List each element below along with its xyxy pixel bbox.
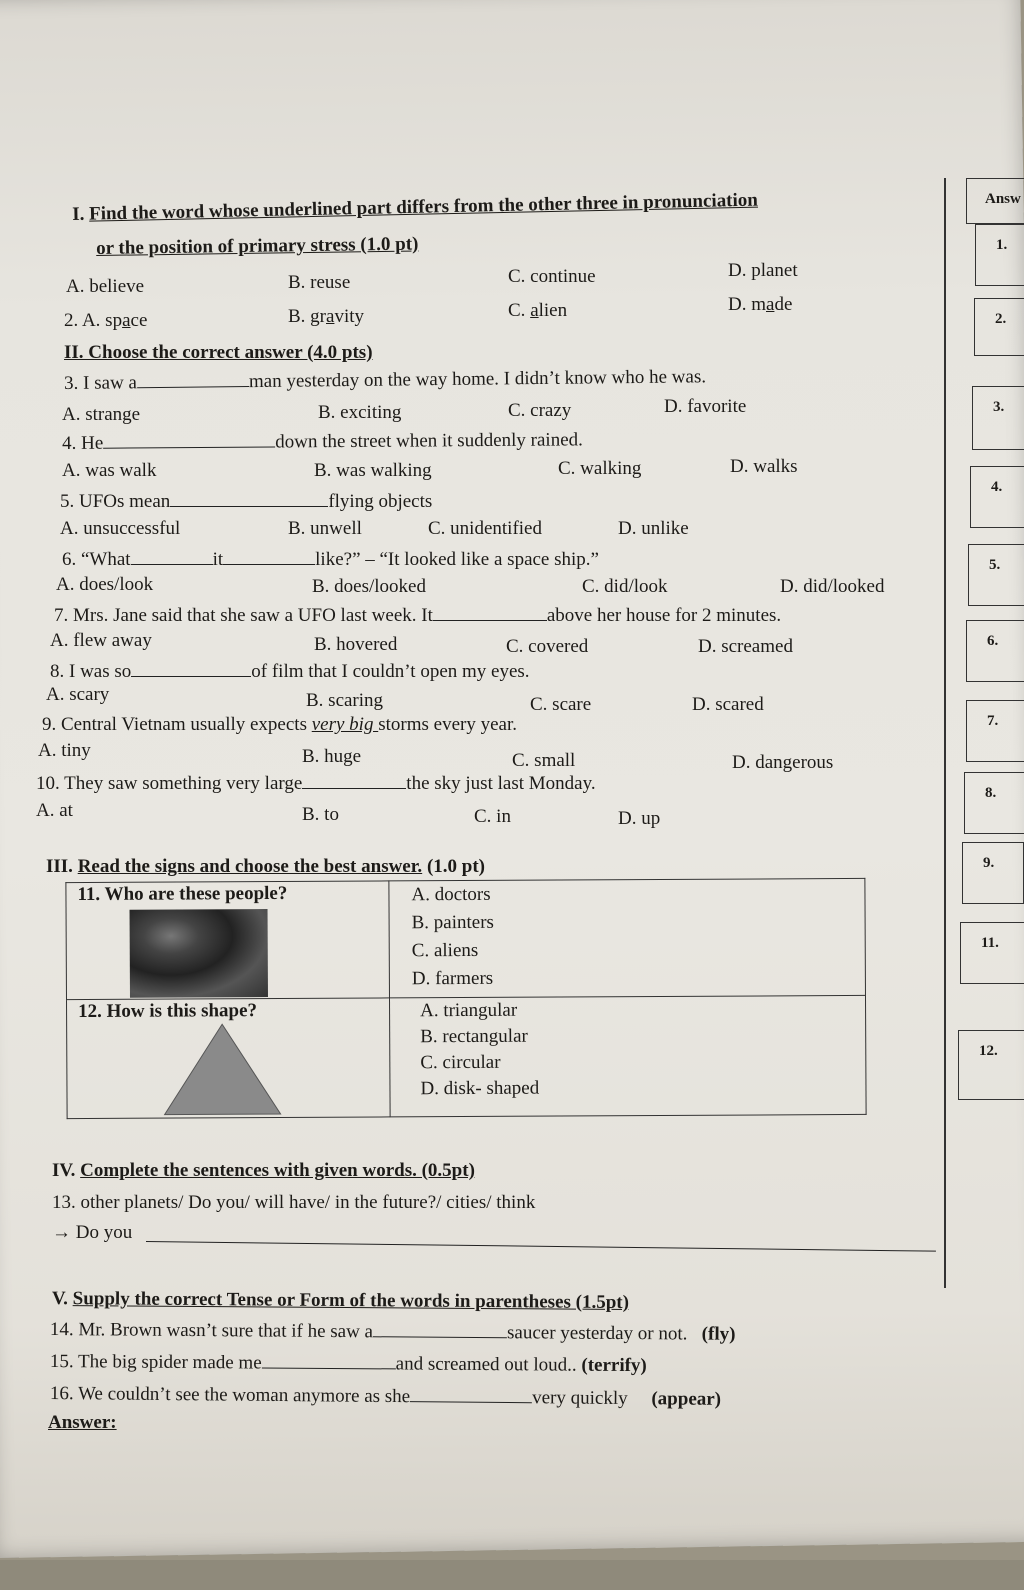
answer-label: 3. — [993, 399, 1005, 415]
answer-label: 4. — [991, 479, 1003, 495]
q6-option-c: C. did/look — [582, 576, 668, 597]
q5-option-c: C. unidentified — [428, 518, 542, 539]
q5-stem — [60, 490, 432, 513]
q3-option-c: C. crazy — [508, 400, 572, 421]
q11-option-d: D. farmers — [411, 967, 494, 990]
q1-option-a: A. believe — [66, 276, 145, 297]
q14-blank[interactable] — [373, 1320, 507, 1338]
section-5-title-text: Supply the correct Tense or Form of the words in parentheses (1.5pt) — [72, 1288, 630, 1314]
q3-blank[interactable] — [137, 370, 249, 388]
section-roman: IV. — [52, 1160, 76, 1181]
section-1-title — [72, 190, 758, 226]
section-3-title — [46, 856, 485, 878]
q4-stem — [62, 428, 583, 455]
q16-text-end: very quickly — [532, 1387, 628, 1410]
answer-label: 11. — [981, 935, 999, 951]
q7-text: 7. Mrs. Jane said that she saw a UFO last week. It — [54, 605, 433, 626]
q2-a-text: 2. A. sp — [64, 310, 123, 331]
answer-label: 6. — [987, 633, 999, 649]
answer-label: 9. — [983, 855, 995, 871]
answer-box-4[interactable] — [970, 466, 1024, 528]
q2-option-a — [64, 310, 147, 332]
answer-label: 2. — [995, 311, 1007, 327]
q8-text: 8. I was so — [50, 661, 132, 682]
answer-label: 12. — [979, 1043, 998, 1059]
q11-options-cell — [389, 878, 866, 997]
q11-option-b: B. painters — [411, 911, 494, 934]
answer-label: Answer: — [48, 1412, 117, 1433]
q9-stem — [42, 714, 517, 736]
q10-blank[interactable] — [302, 772, 406, 789]
q9-option-c: C. small — [512, 750, 576, 771]
q10-option-c: C. in — [474, 806, 511, 827]
q9-option-b: B. huge — [302, 746, 362, 767]
q12-option-c: C. circular — [420, 1051, 501, 1074]
q13-answer-line — [52, 1222, 132, 1244]
q15-text-end: and screamed out loud.. — [395, 1353, 577, 1376]
q2-option-c — [508, 300, 567, 322]
answer-box-3[interactable] — [972, 386, 1024, 450]
q5-option-b: B. unwell — [288, 518, 362, 539]
q8-option-d: D. scared — [692, 694, 764, 715]
section-roman: I. — [72, 203, 85, 225]
table-row — [67, 995, 867, 1118]
q8-option-b: B. scaring — [306, 690, 384, 711]
q7-blank[interactable] — [433, 604, 547, 621]
answer-box-1[interactable] — [975, 224, 1024, 286]
signs-table — [65, 878, 866, 1119]
q10-stem — [36, 772, 596, 795]
section-5-title — [52, 1288, 629, 1314]
section-4-title — [52, 1160, 475, 1182]
section-3-title-text: Read the signs and choose the best answer. — [77, 856, 423, 877]
answer-box-7[interactable] — [966, 700, 1024, 762]
q13-blank[interactable] — [146, 1241, 936, 1252]
section-1-title-line2: or the position of primary stress (1.0 pt) — [96, 233, 419, 259]
q5-text-end: flying objects — [328, 491, 433, 512]
q3-option-d: D. favorite — [664, 396, 747, 417]
q1-option-b: B. reuse — [288, 272, 351, 293]
q7-text-end: above her house for 2 minutes. — [546, 605, 782, 626]
q3-stem — [64, 365, 706, 395]
q6-blank-2[interactable] — [223, 548, 315, 565]
q14-text: 14. Mr. Brown wasn’t sure that if he saw a — [49, 1319, 374, 1343]
answer-box-5[interactable] — [968, 544, 1024, 606]
answer-box-11[interactable] — [960, 922, 1024, 984]
q16-blank[interactable] — [410, 1385, 532, 1403]
q6-option-d: D. did/looked — [780, 576, 885, 597]
section-roman: III. — [46, 856, 73, 877]
q5-option-a: A. unsuccessful — [60, 518, 181, 539]
q9-option-a: A. tiny — [38, 740, 91, 761]
q10-text: 10. They saw something very large — [36, 773, 303, 794]
q15-stem — [50, 1350, 647, 1377]
q13-start: Do you — [75, 1222, 133, 1243]
q14-stem — [50, 1318, 736, 1346]
q6-text-end: like?” – “It looked like a space ship.” — [315, 549, 599, 570]
q9-text-end: storms every year. — [378, 714, 517, 735]
q2-d-text-end: de — [774, 294, 793, 315]
q8-text-end: of film that I couldn’t open my eyes. — [251, 661, 530, 682]
q11-question: 11. Who are these people? — [77, 882, 288, 906]
section-roman: V. — [51, 1288, 69, 1310]
section-4-title-text: Complete the sentences with given words. (0.5pt) — [80, 1160, 475, 1181]
q6-text: 6. “What — [62, 549, 131, 570]
q12-option-a: A. triangular — [420, 999, 518, 1022]
q12-options-cell — [389, 995, 866, 1116]
q7-stem — [54, 604, 781, 627]
q16-text: 16. We couldn’t see the woman anymore as she — [49, 1383, 411, 1408]
q7-option-c: C. covered — [506, 636, 589, 657]
q10-option-b: B. to — [302, 804, 339, 825]
q5-blank[interactable] — [170, 490, 328, 507]
q11-option-c: C. aliens — [411, 939, 479, 962]
q10-text-end: the sky just last Monday. — [406, 773, 596, 794]
q10-option-a: A. at — [36, 800, 73, 821]
q2-a-text-end: ce — [130, 310, 148, 331]
q12-option-d: D. disk- shaped — [420, 1077, 540, 1100]
q8-stem — [50, 660, 530, 683]
answer-box-8[interactable] — [964, 772, 1024, 834]
q7-option-d: D. screamed — [698, 636, 793, 657]
q6-blank-1[interactable] — [131, 548, 213, 565]
table-surface — [0, 1560, 1024, 1590]
q5-text: 5. UFOs mean — [60, 491, 171, 512]
answer-header-box — [966, 178, 1024, 224]
q11-option-a: A. doctors — [411, 883, 491, 906]
answer-label: 7. — [987, 713, 999, 729]
q15-hint: (terrify) — [581, 1354, 647, 1377]
answer-label: 5. — [989, 557, 1001, 573]
aliens-photo — [130, 909, 268, 998]
q2-a-underlined: a — [122, 310, 131, 331]
q7-option-a: A. flew away — [50, 630, 152, 651]
q2-option-b — [288, 306, 364, 328]
q15-text: 15. The big spider made me — [49, 1351, 262, 1374]
q1-option-d: D. planet — [728, 260, 798, 281]
q16-hint: (appear) — [651, 1388, 722, 1410]
q9-option-d: D. dangerous — [732, 752, 834, 773]
q5-option-d: D. unlike — [618, 518, 689, 539]
q8-option-a: A. scary — [46, 684, 110, 705]
q2-b-text: B. gr — [288, 306, 326, 327]
q4-text: 4. He — [62, 432, 104, 454]
q6-text-mid: it — [212, 549, 224, 570]
q2-b-text-end: vity — [334, 306, 364, 327]
q12-question: 12. How is this shape? — [78, 1000, 258, 1023]
q4-option-c: C. walking — [558, 458, 642, 479]
answer-box-2[interactable] — [974, 298, 1024, 356]
q4-option-b: B. was walking — [314, 460, 432, 481]
section-1-title-line1: Find the word whose underlined part differs from the other three in pronunciation — [88, 189, 759, 225]
q4-text-end: down the street when it suddenly rained. — [275, 429, 583, 453]
q9-underlined: very big — [311, 714, 379, 735]
arrow-icon: → — [52, 1222, 71, 1243]
q10-option-d: D. up — [618, 808, 661, 829]
q14-hint: (fly) — [701, 1323, 736, 1345]
answer-box-6[interactable] — [966, 620, 1024, 682]
q3-text: 3. I saw a — [64, 372, 138, 394]
q8-blank[interactable] — [131, 660, 251, 677]
q15-blank[interactable] — [262, 1351, 396, 1369]
q6-option-b: B. does/looked — [312, 576, 426, 597]
q6-option-a: A. does/look — [56, 574, 154, 595]
q6-stem — [62, 548, 599, 571]
answer-box-12[interactable] — [958, 1030, 1024, 1100]
q2-c-underlined: a — [530, 300, 539, 321]
answer-label: 8. — [985, 785, 997, 801]
q2-d-text: D. m — [728, 294, 766, 315]
q2-c-text: C. — [508, 300, 531, 321]
answer-header: Answ — [985, 191, 1021, 207]
q12-option-b: B. rectangular — [420, 1025, 528, 1048]
q9-text: 9. Central Vietnam usually expects — [42, 714, 312, 735]
q2-c-text-end: lien — [538, 300, 568, 321]
answer-label: 1. — [996, 237, 1008, 253]
section-3-points: (1.0 pt) — [426, 856, 485, 877]
q4-option-a: A. was walk — [62, 460, 157, 481]
q8-option-c: C. scare — [530, 694, 592, 715]
q7-option-b: B. hovered — [314, 634, 398, 655]
q14-text-end: saucer yesterday or not. — [506, 1322, 688, 1345]
q4-option-d: D. walks — [730, 456, 798, 477]
q2-b-underlined: a — [326, 306, 335, 327]
q3-option-a: A. strange — [62, 404, 141, 425]
q11-image-cell — [66, 881, 390, 1000]
triangle-icon — [162, 1022, 282, 1117]
q1-option-c: C. continue — [508, 266, 596, 287]
answer-box-9[interactable] — [962, 842, 1024, 904]
q13-words: 13. other planets/ Do you/ will have/ in the future?/ cities/ think — [52, 1192, 536, 1213]
section-2-title: II. Choose the correct answer (4.0 pts) — [64, 342, 373, 363]
q2-option-d — [728, 294, 792, 316]
q12-image-cell — [67, 998, 391, 1119]
q2-d-underlined: a — [766, 294, 775, 315]
q3-option-b: B. exciting — [318, 402, 402, 423]
q4-blank[interactable] — [103, 431, 275, 449]
table-row — [66, 878, 866, 999]
q16-stem — [50, 1382, 721, 1411]
q3-text-end: man yesterday on the way home. I didn’t know who he was. — [248, 366, 707, 393]
